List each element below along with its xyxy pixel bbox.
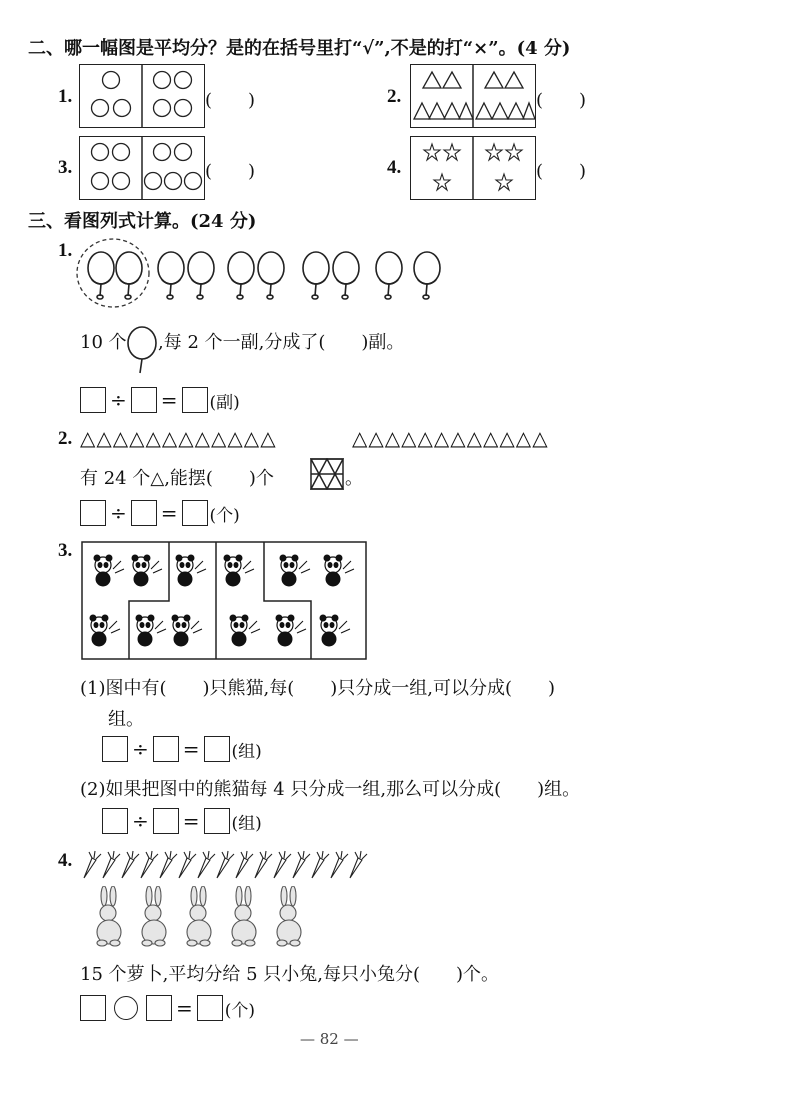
- q2-dividend-box[interactable]: [80, 500, 106, 526]
- divide-sign: ÷: [132, 809, 149, 833]
- section2-title: 二、哪一幅图是平均分？是的在括号里打“√”,不是的打“×”。(4 分): [28, 38, 571, 59]
- item2-number: 2.: [387, 86, 402, 107]
- q4-first-box[interactable]: [80, 995, 106, 1021]
- q4-number: 4.: [58, 850, 73, 871]
- q3p2-unit: (组): [231, 813, 262, 834]
- q2-text: 有 24 个△,能摆( )个: [80, 468, 274, 489]
- q1-dividend-box[interactable]: [80, 387, 106, 413]
- q1-result-box[interactable]: [182, 387, 208, 413]
- item1-figure: [79, 64, 205, 128]
- q2-triangles-left: △△△△△△△△△△△△: [80, 426, 277, 450]
- q1-rackets-figure: [76, 238, 456, 308]
- item1-number: 1.: [58, 86, 73, 107]
- page-number: — 82 —: [300, 1030, 359, 1048]
- item4-figure: [410, 136, 536, 200]
- q3p1-unit: (组): [231, 741, 262, 762]
- item3-figure: [79, 136, 205, 200]
- q2-unit: (个): [209, 505, 240, 526]
- q4-operator-circle[interactable]: [114, 996, 138, 1020]
- q2-result-box[interactable]: [182, 500, 208, 526]
- equals-sign: =: [182, 737, 200, 761]
- q2-equation: [80, 500, 240, 526]
- item2-answer-paren[interactable]: ( ): [536, 90, 587, 111]
- q2-number: 2.: [58, 428, 73, 449]
- racket-icon: [124, 325, 160, 377]
- q4-carrots-figure: [80, 848, 372, 882]
- divide-sign: ÷: [110, 388, 127, 412]
- equals-sign: =: [182, 809, 200, 833]
- q1-equation: [80, 387, 240, 413]
- q3p1-dividend-box[interactable]: [102, 736, 128, 762]
- item4-answer-paren[interactable]: ( ): [536, 161, 587, 182]
- q3p2-result-box[interactable]: [204, 808, 230, 834]
- q4-result-box[interactable]: [197, 995, 223, 1021]
- q3-part1-text-end: 组。: [108, 709, 144, 730]
- q4-unit: (个): [224, 1000, 256, 1021]
- section3-title: 三、看图列式计算。(24 分): [28, 211, 257, 232]
- q4-equation: [80, 995, 255, 1021]
- q2-triangles-right: △△△△△△△△△△△△: [352, 426, 549, 450]
- q3p2-divisor-box[interactable]: [153, 808, 179, 834]
- q3-part1-equation: [102, 736, 262, 762]
- q3p2-dividend-box[interactable]: [102, 808, 128, 834]
- item4-number: 4.: [387, 157, 402, 178]
- hexagram-triangle-icon: [310, 458, 344, 490]
- equals-sign: =: [160, 388, 178, 412]
- q3p1-divisor-box[interactable]: [153, 736, 179, 762]
- divide-sign: ÷: [110, 501, 127, 525]
- q3-number: 3.: [58, 540, 73, 561]
- q3-part2-equation: [102, 808, 262, 834]
- q1-unit: (副): [209, 392, 240, 413]
- q3-part2-text: (2)如果把图中的熊猫每 4 只分成一组,那么可以分成( )组。: [80, 779, 581, 800]
- q4-text: 15 个萝卜,平均分给 5 只小兔,每只小兔分( )个。: [80, 964, 500, 985]
- q4-second-box[interactable]: [146, 995, 172, 1021]
- item3-answer-paren[interactable]: ( ): [205, 161, 256, 182]
- q3-panda-grid-figure: [81, 541, 367, 661]
- q4-rabbits-figure: [90, 886, 320, 948]
- q1-text-suffix: ,每 2 个一副,分成了( )副。: [158, 332, 405, 353]
- item2-figure: [410, 64, 536, 128]
- divide-sign: ÷: [132, 737, 149, 761]
- q2-text-end: 。: [345, 468, 363, 489]
- q1-text-prefix: 10 个: [80, 332, 127, 353]
- equals-sign: =: [160, 501, 178, 525]
- item3-number: 3.: [58, 157, 73, 178]
- q1-number: 1.: [58, 240, 73, 261]
- q3-part1-text: (1)图中有( )只熊猫,每( )只分成一组,可以分成( ): [80, 678, 556, 699]
- item1-answer-paren[interactable]: ( ): [205, 90, 256, 111]
- equals-sign: =: [176, 996, 193, 1020]
- q1-divisor-box[interactable]: [131, 387, 157, 413]
- q2-divisor-box[interactable]: [131, 500, 157, 526]
- q3p1-result-box[interactable]: [204, 736, 230, 762]
